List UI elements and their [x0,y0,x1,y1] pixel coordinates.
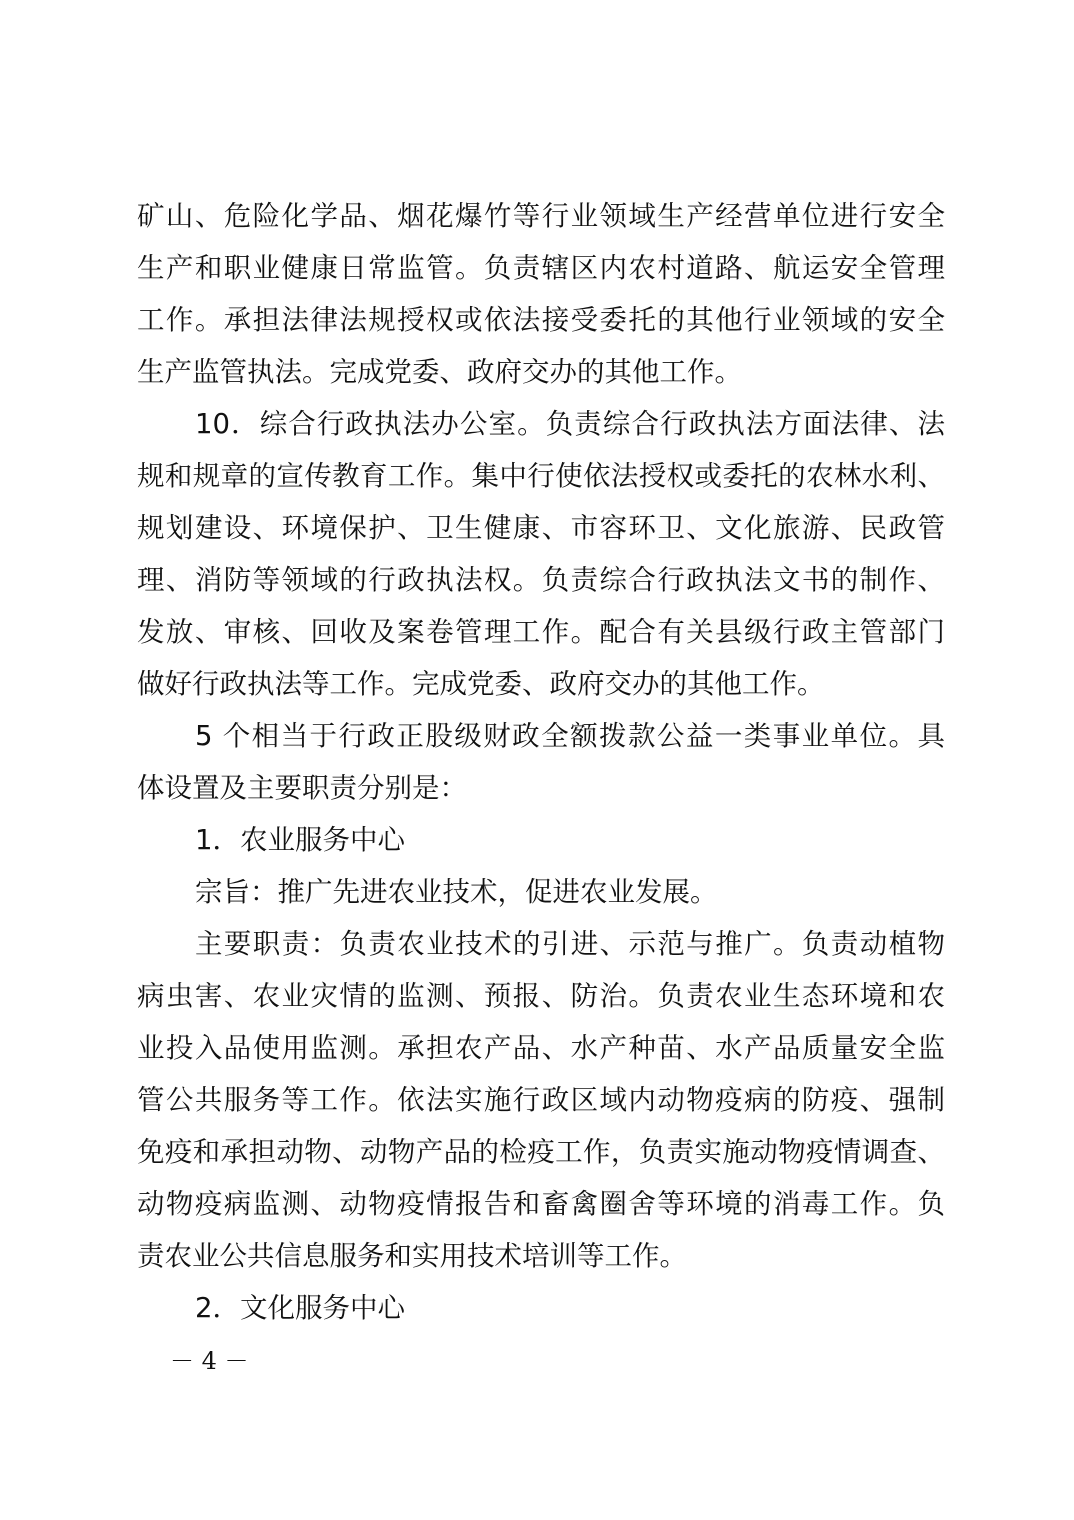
page-number: － 4 － [170,1347,249,1375]
paragraph-line: 矿山、危险化学品、烟花爆竹等行业领域生产经营单位进行安全 [137,200,945,232]
paragraph-line: 发放、审核、回收及案卷管理工作。配合有关县级行政主管部门 [137,616,945,648]
paragraph-line: 规划建设、环境保护、卫生健康、市容环卫、文化旅游、民政管 [137,512,945,544]
paragraph-line: 管公共服务等工作。依法实施行政区域内动物疫病的防疫、强制 [137,1084,945,1116]
paragraph-line: 宗旨：推广先进农业技术，促进农业发展。 [195,876,718,908]
body-text [137,190,945,1334]
paragraph-line: 病虫害、农业灾情的监测、预报、防治。负责农业生态环境和农 [137,980,945,1012]
paragraph-line: 体设置及主要职责分别是： [137,772,467,804]
paragraph-line: 生产监管执法。完成党委、政府交办的其他工作。 [137,356,742,388]
section-heading: 2．文化服务中心 [195,1292,405,1324]
paragraph-line: 规和规章的宣传教育工作。集中行使依法授权或委托的农林水利、 [137,460,945,492]
paragraph-line: 责农业公共信息服务和实用技术培训等工作。 [137,1240,687,1272]
paragraph-line: 业投入品使用监测。承担农产品、水产种苗、水产品质量安全监 [137,1032,945,1064]
paragraph-line: 动物疫病监测、动物疫情报告和畜禽圈舍等环境的消毒工作。负 [137,1188,945,1220]
paragraph-line: 理、消防等领域的行政执法权。负责综合行政执法文书的制作、 [137,564,945,596]
paragraph-line: 免疫和承担动物、动物产品的检疫工作，负责实施动物疫情调查、 [137,1136,945,1168]
paragraph-line: 5 个相当于行政正股级财政全额拨款公益一类事业单位。具 [195,720,945,752]
paragraph-line: 主要职责：负责农业技术的引进、示范与推广。负责动植物 [195,928,945,960]
paragraph-line: 工作。承担法律法规授权或依法接受委托的其他行业领域的安全 [137,304,945,336]
paragraph-line: 做好行政执法等工作。完成党委、政府交办的其他工作。 [137,668,825,700]
paragraph-line: 生产和职业健康日常监管。负责辖区内农村道路、航运安全管理 [137,252,945,284]
paragraph-line: 10．综合行政执法办公室。负责综合行政执法方面法律、法 [195,408,945,440]
section-heading: 1．农业服务中心 [195,824,405,856]
